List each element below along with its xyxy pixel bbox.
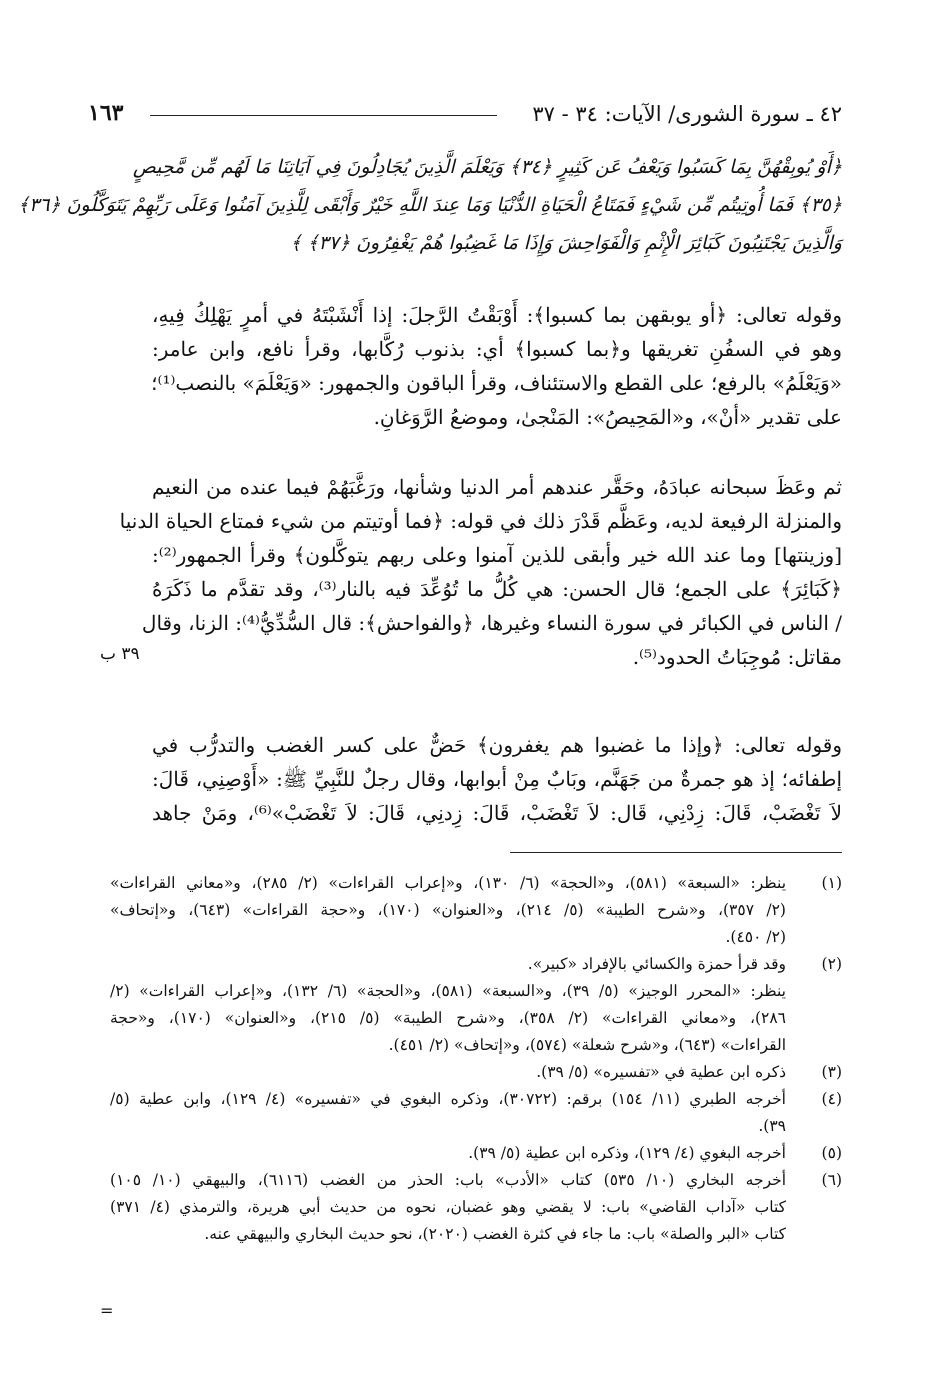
footnote-number: (٤) bbox=[821, 1090, 842, 1108]
footnote-number: (٦) bbox=[821, 1171, 842, 1189]
quran-line: وَالَّذِينَ يَجْتَنِبُونَ كَبَائِرَ الْإِثْمِ وَالْفَوَاحِشَ وَإِذَا مَا غَضِبُوا هُمْ يَغْفِرُونَ ﴿٣٧﴾ ﴾ bbox=[290, 232, 842, 254]
text-line: على تقدير «أنْ»، و«المَحِيصُ»: المَنْجىٰ، وموضعُ الرَّوَغانِ. bbox=[373, 405, 842, 429]
quran-line: ﴿٣٥﴾ فَمَا أُوتِيتُم مِّن شَيْءٍ فَمَتَاعُ الْحَيَاةِ الدُّنْيَا وَمَا عِندَ اللَّهِ خَيْرٌ وَأَبْقَى لِلَّذِينَ آمَنُوا وَعَلَى رَبِّهِمْ يَتَوَكَّلُونَ ﴿٣٦﴾ bbox=[17, 194, 842, 216]
quran-line: ﴿أَوْ يُوبِقْهُنَّ بِمَا كَسَبُوا وَيَعْفُ عَن كَثِيرٍ ﴿٣٤﴾ وَيَعْلَمَ الَّذِينَ يُجَادِلُونَ فِي آيَاتِنَا مَا لَهُم مِّن مَّحِيصٍ bbox=[132, 156, 842, 178]
footnote-line: ٢٨٦)، و«معاني القراءات» (٢/ ٣٥٨)، و«شرح الطيبة» (٥/ ٢١٥)، و«العنوان» (١٧٠)، و«حجة bbox=[110, 1009, 786, 1027]
text-line: [وزينتها] وما عند الله خير وأبقى للذين آمنوا وعلى ربهم يتوكَّلون﴾ وقرأ الجمهور⁽²⁾: bbox=[152, 543, 842, 567]
footnote-line: كتاب «آداب القاضي» باب: لا يقضي وهو غضبان، نحوه من حديث أبي هريرة، والترمذي (٤/ ٣٧١) bbox=[110, 1198, 787, 1216]
paragraph-1 bbox=[152, 298, 842, 434]
running-header bbox=[88, 98, 842, 130]
footnote bbox=[110, 1167, 842, 1248]
footnote bbox=[110, 1140, 842, 1167]
page-number: ١٦٣ bbox=[88, 100, 124, 126]
footnote-line: (٢/ ٤٥٠). bbox=[725, 928, 786, 946]
text-line: وقوله تعالى: ﴿أو يوبقهن بما كسبوا﴾: أَوْبَقْتُ الرَّجلَ: إذا أَنْشَبْتَهُ في أمرٍ يَهْلِكُ فِيهِ، bbox=[152, 303, 842, 327]
continuation-mark: = bbox=[100, 1301, 114, 1320]
footnote bbox=[110, 1059, 842, 1086]
footnote-line: وقد قرأ حمزة والكسائي بالإفراد «كبير». bbox=[527, 955, 786, 973]
text-line: ثم وعَظَ سبحانه عبادَهُ، وحَقَّر عندهم أمر الدنيا وشأنها، ورَغَّبَهُمْ فيما عنده من النعيم bbox=[152, 475, 842, 499]
footnote-line: ينظر: «المحرر الوجيز» (٥/ ٣٩)، و«السبعة» (٥٨١)، و«الحجة» (٦/ ١٣٢)، و«إعراب القراءات» (٢/ bbox=[110, 982, 786, 1000]
header-rule bbox=[150, 115, 497, 116]
text-line: / الناس في الكبائر في سورة النساء وغيرها، ﴿والفواحش﴾: قال السُّدِّيُّ⁽⁴⁾: الزنا، وقال bbox=[141, 611, 842, 635]
text-line: ﴿كَبَائِرَ﴾ على الجمع؛ قال الحسن: هي كُلُّ ما تُوُعِّدَ فيه بالنار⁽³⁾، وقد تقدَّم ما ذَكَرَهُ bbox=[152, 577, 842, 601]
footnote-number: (٥) bbox=[821, 1144, 842, 1162]
footnote-line: أخرجه البخاري (١٠/ ٥٣٥) كتاب «الأدب» باب: الحذر من الغضب (٦١١٦)، والبيهقي (١٠/ ١٠٥) bbox=[110, 1171, 787, 1189]
footnote-line: القراءات» (٦٤٣)، و«شرح شعلة» (٥٧٤)، و«إتحاف» (٢/ ٤٥١). bbox=[388, 1036, 786, 1054]
footnote-number: (٣) bbox=[821, 1063, 842, 1081]
footnote bbox=[110, 951, 842, 1059]
footnote-line: ذكره ابن عطية في «تفسيره» (٥/ ٣٩). bbox=[536, 1063, 786, 1081]
footnote bbox=[110, 1086, 842, 1140]
footnotes bbox=[110, 870, 842, 1248]
footnote-line: أخرجه البغوي (٤/ ١٢٩)، وذكره ابن عطية (٥/ ٣٩). bbox=[468, 1144, 786, 1162]
footnote-separator bbox=[510, 852, 842, 853]
footnote-line: ينظر: «السبعة» (٥٨١)، و«الحجة» (٦/ ١٣٠)، و«إعراب القراءات» (٢/ ٢٨٥)، و«معاني القراءات» bbox=[110, 874, 787, 892]
text-line: والمنزلة الرفيعة لديه، وعَظَّم قَدْرَ ذلك في قوله: ﴿فما أوتيتم من شيء فمتاع الحياة الدنيا bbox=[119, 509, 842, 533]
footnote-number: (٢) bbox=[821, 955, 842, 973]
footnote-number: (١) bbox=[821, 874, 842, 892]
chapter-title: ٤٢ ـ سورة الشورى/ الآيات: ٣٤ - ٣٧ bbox=[532, 102, 842, 126]
text-line: لاَ تَغْضَبْ، قَالَ: زِدْنِي، قَال: لاَ تَغْضَبْ، قَالَ: زِدنِي، قَالَ: لاَ تَغْضَبْ»⁽⁶⁾، ومَنْ جاهد bbox=[152, 801, 842, 825]
footnote bbox=[110, 870, 842, 951]
text-line: إطفائه؛ إذ هو جمرةٌ من جَهَنَّم، وبَابٌ مِنْ أبوابها، وقال رجلٌ للنَّبِيِّ ﷺ: «أَوْصِنِي، قَالَ: bbox=[152, 767, 842, 791]
margin-folio-note: ٣٩ ب bbox=[100, 644, 140, 664]
footnote-line: كتاب «البر والصلة» باب: ما جاء في كثرة الغضب (٢٠٢٠)، نحو حديث البخاري والبيهقي عنه. bbox=[204, 1225, 786, 1243]
footnote-line: أخرجه الطبري (١١/ ١٥٤) برقم: (٣٠٧٢٢)، وذكره البغوي في «تفسيره» (٤/ ١٢٩)، وابن عطية (٥/ bbox=[110, 1090, 786, 1108]
text-line: وهو في السفُنِ تغريقها و﴿بما كسبوا﴾ أي: بذنوب رُكَّابها، وقرأ نافع، وابن عامر: bbox=[152, 337, 842, 361]
text-line: «وَيَعْلَمُ» بالرفع؛ على القطع والاستئناف، وقرأ الباقون والجمهور: «وَيَعْلَمَ» بالنصب⁽¹⁾؛ bbox=[151, 371, 842, 395]
footnote-line: ٣٩). bbox=[758, 1117, 786, 1135]
text-line: وقوله تعالى: ﴿وإذا ما غضبوا هم يغفرون﴾ حَضٌّ على كسر الغضب والتدرُّب في bbox=[152, 733, 842, 757]
paragraph-3 bbox=[152, 728, 842, 830]
text-line: مقاتل: مُوجِبَاتُ الحدود⁽⁵⁾. bbox=[632, 645, 842, 669]
quran-verses bbox=[17, 148, 842, 262]
footnote-line: (٢/ ٣٥٧)، و«شرح الطيبة» (٥/ ٢١٤)، و«العنوان» (١٧٠)، و«حجة القراءات» (٦٤٣)، و«إتحاف» bbox=[110, 901, 786, 919]
